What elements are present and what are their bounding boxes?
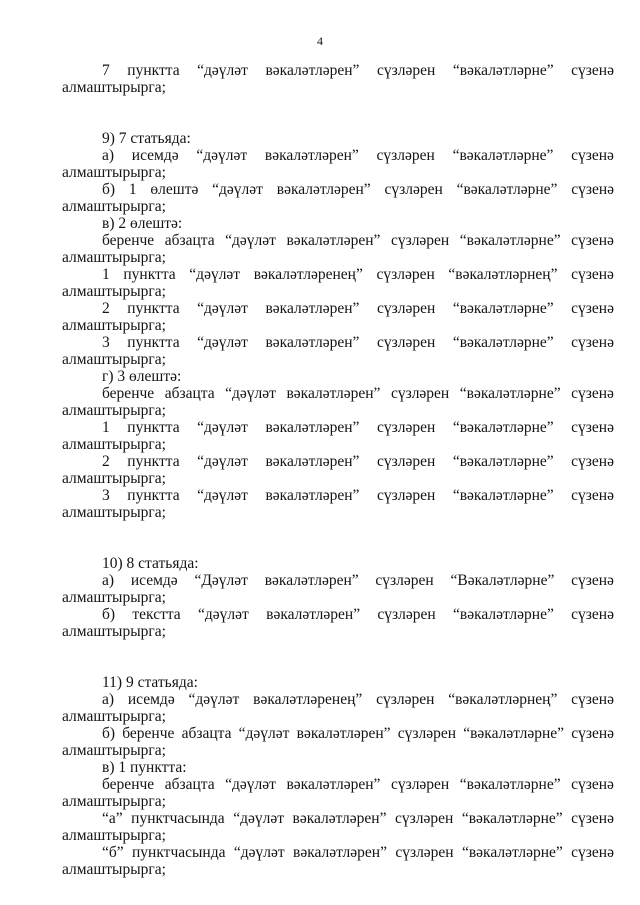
word: 1 — [102, 419, 110, 436]
word: вәкаләтләрен” — [264, 572, 359, 589]
word: “дәүләт — [238, 725, 290, 742]
word: сүзенә — [571, 232, 614, 249]
continuation-line: алмаштырырга; — [62, 283, 166, 300]
word: сүзләрен — [376, 300, 436, 317]
word: пунктчасында — [131, 810, 225, 827]
word: “вәкаләтләрне” — [456, 181, 558, 198]
word: сүзенә — [571, 266, 614, 283]
word: вәкаләтләрен” — [265, 334, 360, 351]
text-line — [62, 419, 614, 436]
word: “дәүләт — [197, 62, 248, 79]
continuation-line: алмаштырырга; — [62, 470, 166, 487]
word: “вәкаләтләрнең” — [448, 266, 558, 283]
word: “дәүләт — [189, 266, 241, 283]
word: а) — [102, 147, 115, 164]
text-line — [62, 844, 614, 861]
word: сүзләрен — [394, 810, 454, 827]
word: 3 — [102, 334, 110, 351]
word: “Дәүләт — [194, 572, 248, 589]
word: вәкаләтләрен” — [265, 419, 360, 436]
word: пунктта — [127, 419, 180, 436]
word: “дәүләт — [225, 232, 276, 249]
paragraph-gap — [62, 521, 614, 555]
word: 2 — [102, 453, 110, 470]
word: “вәкаләтләрне” — [459, 776, 561, 793]
word: абзацта — [164, 232, 215, 249]
page-number: 4 — [317, 34, 323, 48]
word: “вәкаләтләрне” — [452, 300, 554, 317]
word: беренче — [102, 385, 155, 402]
word: сүзенә — [571, 606, 614, 623]
word: өлештә — [150, 181, 199, 198]
text-line — [62, 453, 614, 470]
word: а) — [102, 572, 115, 589]
word: “дәүләт — [198, 606, 249, 623]
continuation-line: алмаштырырга; — [62, 317, 166, 334]
word: “дәүләт — [233, 810, 284, 827]
text-line — [62, 606, 614, 623]
word: “вәкаләтләрне” — [459, 232, 561, 249]
text-line — [62, 181, 614, 198]
word: сүзенә — [571, 487, 614, 504]
word: сүзенә — [571, 776, 614, 793]
paragraph-gap — [62, 640, 614, 674]
word: сүзләрен — [390, 385, 450, 402]
text-line — [62, 385, 614, 402]
word: сүзләрен — [376, 419, 436, 436]
continuation-line: алмаштырырга; — [62, 793, 166, 810]
word: беренче — [102, 776, 155, 793]
word: вәкаләтләрен” — [276, 181, 371, 198]
word: “Вәкаләтләрне” — [450, 572, 555, 589]
word: “вәкаләтләрнең” — [448, 691, 558, 708]
text-line — [62, 572, 614, 589]
word: пунктта — [127, 453, 180, 470]
word: исемдә — [127, 691, 175, 708]
text-line — [62, 62, 614, 79]
word: сүзләрен — [376, 334, 436, 351]
word: вәкаләтләрен” — [265, 487, 360, 504]
word: сүзенә — [571, 572, 614, 589]
word: сүзенә — [571, 844, 614, 861]
continuation-line: алмаштырырга; — [62, 742, 166, 759]
continuation-line: алмаштырырга; — [62, 351, 166, 368]
word: текстта — [132, 606, 181, 623]
word: исемдә — [130, 572, 178, 589]
word: вәкаләтләрен” — [292, 810, 387, 827]
word: “дәүләт — [196, 147, 248, 164]
continuation-line: алмаштырырга; — [62, 708, 166, 725]
word: 7 — [102, 62, 110, 79]
word: вәкаләтләренең” — [253, 266, 363, 283]
section-heading-line: 10) 8 статьяда: — [102, 555, 199, 572]
word: “дәүләт — [197, 487, 248, 504]
word: вәкаләтләрен” — [286, 232, 381, 249]
word: “дәүләт — [188, 691, 240, 708]
word: “дәүләт — [197, 453, 248, 470]
word: “вәкаләтләрне” — [452, 453, 554, 470]
word: беренче — [122, 725, 175, 742]
word: сүзләрен — [376, 691, 435, 708]
text-line — [62, 300, 614, 317]
word: 3 — [102, 487, 110, 504]
word: “вәкаләтләрне” — [461, 810, 563, 827]
word: пунктта — [127, 334, 180, 351]
text-line — [62, 810, 614, 827]
word: вәкаләтләрен” — [286, 385, 381, 402]
continuation-line: алмаштырырга; — [62, 402, 166, 419]
word: 1 — [102, 266, 110, 283]
word: сүзләрен — [376, 62, 436, 79]
word: 1 — [128, 181, 137, 198]
word: “дәүләт — [197, 334, 248, 351]
word: вәкаләтләрен” — [293, 844, 387, 861]
word: “вәкаләтләрне” — [452, 419, 554, 436]
word: сүзләрен — [377, 606, 436, 623]
continuation-line: алмаштырырга; — [62, 504, 166, 521]
word: “дәүләт — [197, 300, 248, 317]
word: сүзләрен — [395, 844, 454, 861]
word: “дәүләт — [212, 181, 263, 198]
word: “вәкаләтләрне” — [461, 844, 563, 861]
word: “дәүләт — [233, 844, 285, 861]
word: сүзенә — [571, 62, 614, 79]
text-line — [62, 487, 614, 504]
document-body — [62, 62, 614, 878]
text-line — [62, 232, 614, 249]
word: “а” — [102, 810, 123, 827]
word: беренче — [102, 232, 155, 249]
word: пунктта — [127, 487, 180, 504]
word: “дәүләт — [197, 419, 248, 436]
word: “б” — [102, 844, 124, 861]
word: “вәкаләтләрне” — [463, 725, 565, 742]
paragraph-gap — [62, 96, 614, 130]
text-line — [62, 266, 614, 283]
continuation-line: алмаштырырга; — [62, 589, 166, 606]
section-heading-line: 9) 7 статьяда: — [102, 130, 191, 147]
word: б) — [102, 725, 116, 742]
word: “вәкаләтләрне” — [452, 487, 554, 504]
text-line — [62, 776, 614, 793]
word: а) — [102, 691, 115, 708]
word: сүзләрен — [376, 487, 436, 504]
word: сүзләрен — [390, 776, 450, 793]
word: пунктчасында — [132, 844, 226, 861]
section-heading-line: в) 1 пунктта: — [102, 759, 187, 776]
continuation-line: алмаштырырга; — [62, 164, 166, 181]
continuation-line: алмаштырырга; — [62, 436, 166, 453]
word: вәкаләтләрен” — [265, 62, 360, 79]
word: вәкаләтләрен” — [266, 606, 361, 623]
word: сүзенә — [571, 147, 614, 164]
word: пунктта — [123, 266, 176, 283]
continuation-line: алмаштырырга; — [62, 249, 166, 266]
word: вәкаләтләрен” — [286, 776, 381, 793]
word: “вәкаләтләрне” — [453, 606, 554, 623]
text-line — [62, 691, 614, 708]
word: “дәүләт — [225, 385, 276, 402]
word: сүзенә — [571, 453, 614, 470]
continuation-line: алмаштырырга; — [62, 623, 166, 640]
text-line — [62, 725, 614, 742]
word: сүзенә — [571, 691, 614, 708]
word: “вәкаләтләрне” — [452, 334, 554, 351]
word: б) — [102, 606, 116, 623]
word: 2 — [102, 300, 110, 317]
word: сүзләрен — [376, 266, 435, 283]
word: сүзенә — [571, 419, 614, 436]
continuation-line: алмаштырырга; — [62, 861, 166, 878]
section-heading-line: в) 2 өлештә: — [102, 215, 183, 232]
word: вәкаләтләрен” — [265, 453, 360, 470]
word: б) — [102, 181, 116, 198]
word: вәкаләтләренең” — [253, 691, 363, 708]
word: сүзенә — [571, 181, 614, 198]
word: “вәкаләтләрне” — [459, 385, 561, 402]
word: абзацта — [164, 385, 215, 402]
word: вәкаләтләрен” — [265, 300, 360, 317]
word: вәкаләтләрен” — [296, 725, 391, 742]
word: сүзләрен — [375, 572, 434, 589]
word: сүзенә — [571, 334, 614, 351]
word: сүзләрен — [376, 453, 436, 470]
continuation-line: алмаштырырга; — [62, 827, 166, 844]
text-line — [62, 334, 614, 351]
continuation-line: алмаштырырга; — [62, 198, 166, 215]
word: сүзләрен — [390, 232, 450, 249]
word: “вәкаләтләрне” — [452, 62, 554, 79]
word: исемдә — [131, 147, 179, 164]
section-heading-line: 11) 9 статьяда: — [102, 674, 198, 691]
word: абзацта — [181, 725, 232, 742]
word: сүзләрен — [384, 181, 443, 198]
word: сүзенә — [571, 725, 614, 742]
section-heading-line: г) 3 өлештә: — [102, 368, 182, 385]
word: “вәкаләтләрне” — [452, 147, 554, 164]
text-line — [62, 147, 614, 164]
word: сүзләрен — [376, 147, 435, 164]
word: пунктта — [127, 300, 180, 317]
word: сүзенә — [571, 300, 614, 317]
word: сүзенә — [571, 810, 614, 827]
word: сүзләрен — [397, 725, 457, 742]
continuation-line: алмаштырырга; — [62, 79, 166, 96]
word: сүзенә — [571, 385, 614, 402]
word: пунктта — [127, 62, 180, 79]
word: абзацта — [164, 776, 215, 793]
word: “дәүләт — [225, 776, 276, 793]
word: вәкаләтләрен” — [264, 147, 359, 164]
